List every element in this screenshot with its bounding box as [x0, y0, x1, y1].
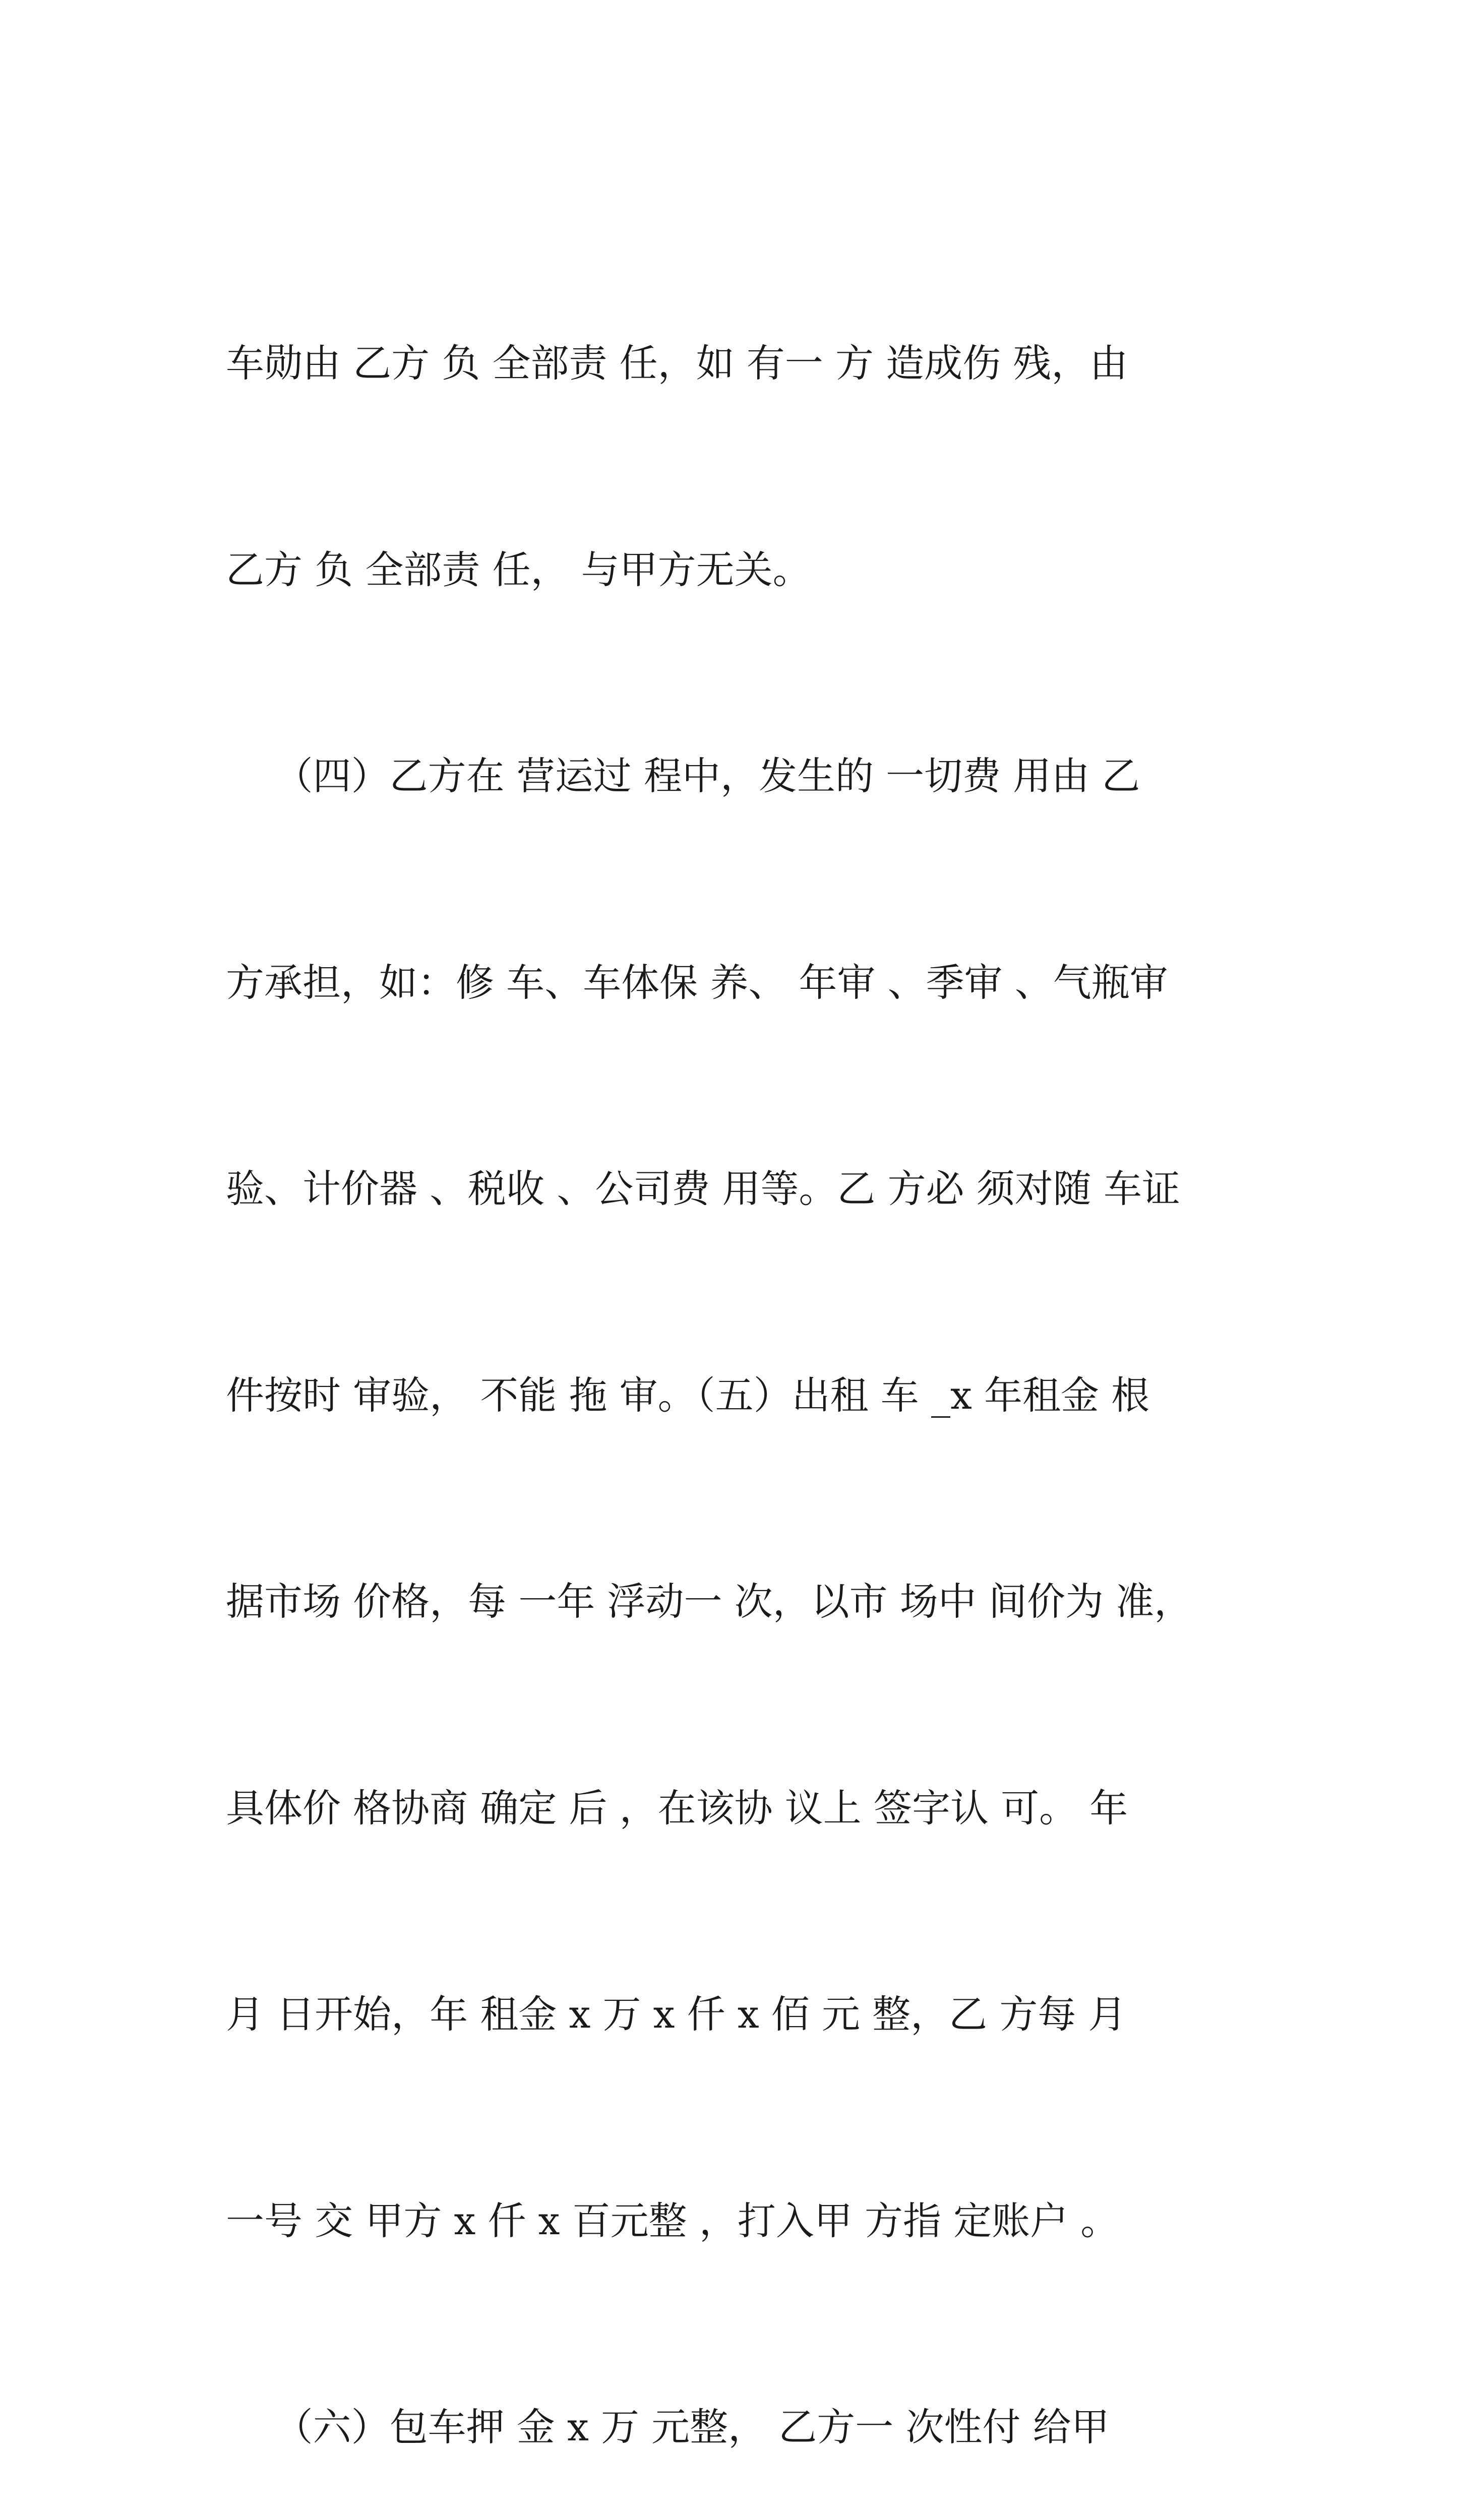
text-line: 一号 交 甲方 x 仟 x 百元整 ，打入甲 方指 定账户 。 — [226, 2198, 1119, 2243]
text-line: 车勋由 乙方 负 全部责 任，如 有一 方 造成伤 残，由 — [226, 341, 1128, 386]
text-line: （四）乙方在 营运过 程中，发生的 一切费 用由 乙 — [226, 753, 1140, 798]
text-line: 乙方 负 全部责 任， 与甲方无关。 — [226, 547, 811, 592]
text-line: 件按时 审验， 不能 拖 审。（五）出租 车 _x 年租金 根 — [226, 1372, 1150, 1418]
document-body-text — [226, 192, 1244, 2520]
text-line: 验、计价器 、税收 、公司费 用等。乙 方必 须对随 车证 — [226, 1166, 1180, 1211]
text-line: （六）包车押 金 x 万 元整， 乙方一 次性付 给甲 — [226, 2405, 1110, 2449]
text-line: 据市场 价格，每 一年 浮动一 次，以市 场中 间价为 准， — [226, 1579, 1193, 1624]
text-line: 月 日开始，年 租金 x 万 x 仟 x 佰 元 整，乙 方每 月 — [226, 1992, 1127, 2037]
text-line: 具体价 格协商 确定 后 ，在该协 议上 签字认 可。 年 — [226, 1785, 1128, 1831]
text-line: 方承担，如：修 车、车体保 养、 年审 、季审 、气瓶审 — [226, 960, 1168, 1005]
